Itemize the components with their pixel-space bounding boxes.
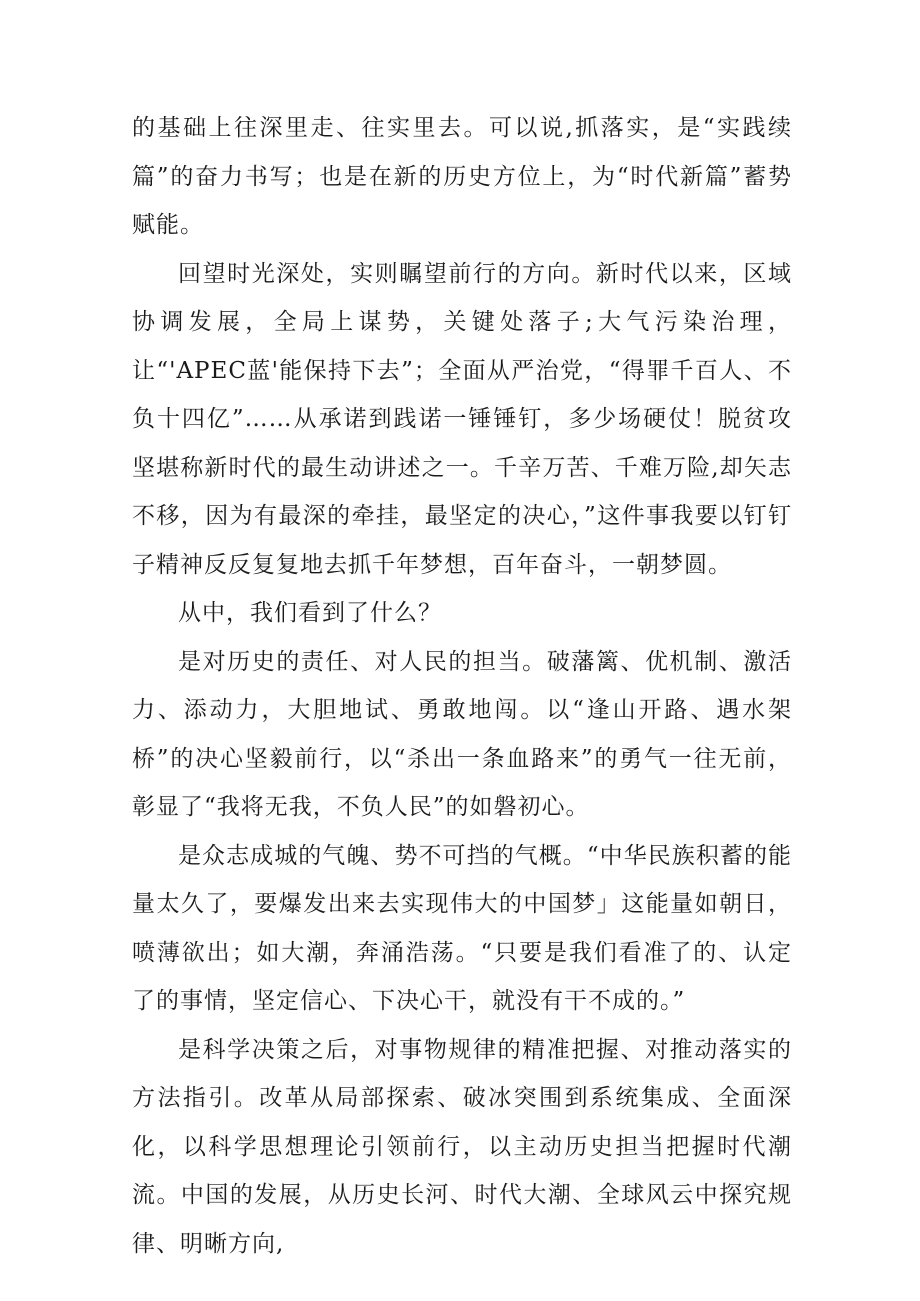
paragraph-3: 从中，我们看到了什么？	[178, 600, 442, 626]
paragraph-6: 是科学决策之后，对事物规律的精准把握、对推动落实的方法指引。改革从局部探索、破冰突围到系统集成、全面深化，以科学思想理论引领前行，以主动历史担当把握时代潮流。中国的发展，从历史长河、时代大潮、全球风云中探究规律、明晰方向,	[132, 1036, 792, 1257]
paragraph-5: 是众志成城的气魄、势不可挡的气概。“中华民族积蓄的能量太久了，要爆发出来去实现伟大的中国梦」这能量如朝日，喷薄欲出；如大潮，奔涌浩荡。“只要是我们看准了的、认定了的事情，坚定信心、下决心干，就没有干不成的。”	[132, 842, 792, 1014]
paragraph-2: 回望时光深处，实则瞩望前行的方向。新时代以来，区域协调发展，全局上谋势，关键处落子;大气污染治理，让“'APEC蓝'能保持下去”；全面从严治党，“得罪千百人、不负十四亿”……从承诺到践诺一锤锤钉，多少场硬仗！脱贫攻坚堪称新时代的最生动讲述之一。千辛万苦、千难万险,却矢志不移，因为有最深的牵挂，最坚定的决心，”这件事我要以钉钉子精神反反复复地去抓千年梦想，百年奋斗，一朝梦圆。	[132, 260, 792, 578]
paragraph-4: 是对历史的责任、对人民的担当。破藩篱、优机制、激活力、添动力，大胆地试、勇敢地闯。以“逢山开路、遇水架桥”的决心坚毅前行，以“杀出一条血路来”的勇气一往无前，彰显了“我将无我，不负人民”的如磐初心。	[132, 648, 792, 820]
body-text	[132, 104, 792, 1268]
paragraph-1: 的基础上往深里走、往实里去。可以说,抓落实，是“实践续篇”的奋力书写；也是在新的历史方位上，为“时代新篇”蓄势赋能。	[132, 115, 792, 238]
